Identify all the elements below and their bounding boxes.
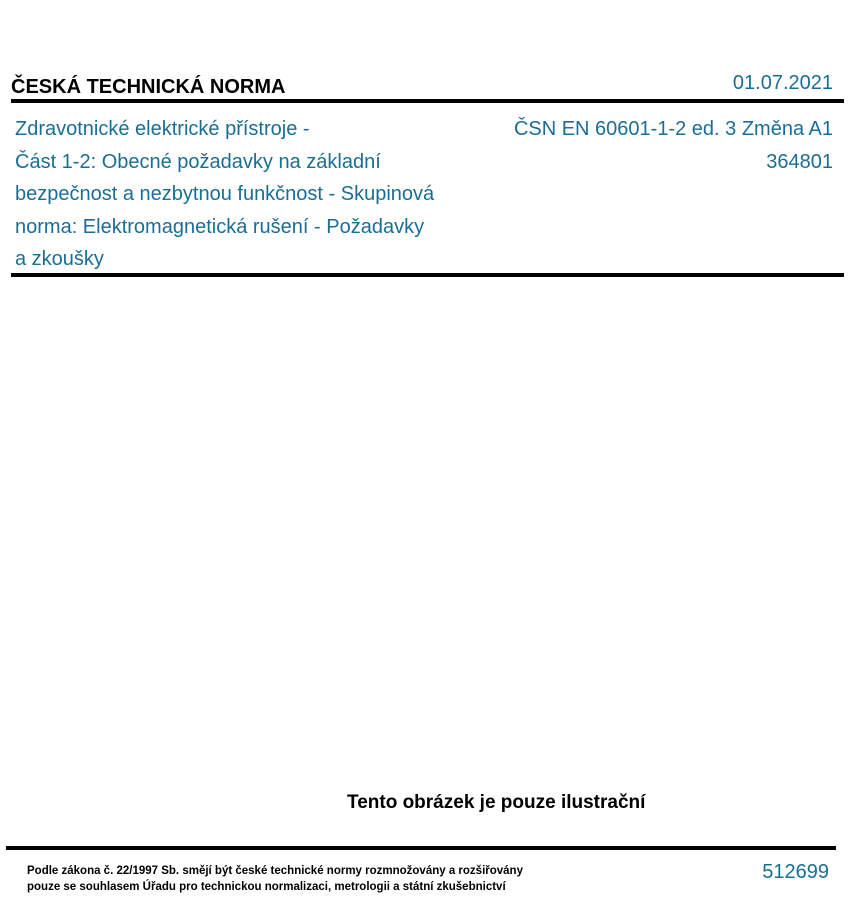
title-line: Část 1-2: Obecné požadavky na základní xyxy=(15,150,381,173)
top-divider xyxy=(11,99,844,103)
standard-title xyxy=(15,113,485,276)
title-divider xyxy=(11,273,844,277)
classification-number: 364801 xyxy=(766,150,833,173)
illustration-note: Tento obrázek je pouze ilustrační xyxy=(347,792,646,813)
title-line: bezpečnost a nezbytnou funkčnost - Skupinová xyxy=(15,183,435,205)
document-number: 512699 xyxy=(762,861,829,883)
publication-date: 01.07.2021 xyxy=(732,72,833,94)
legal-line: Podle zákona č. 22/1997 Sb. smějí být české technické normy rozmnožovány a rozšiřovány xyxy=(27,865,523,877)
title-line: norma: Elektromagnetická rušení - Požadavky xyxy=(15,215,425,238)
legal-line: pouze se souhlasem Úřadu pro technickou normalizaci, metrologii a státní zkušebnictví xyxy=(27,881,506,893)
legal-notice xyxy=(27,863,523,895)
standard-code: ČSN EN 60601-1-2 ed. 3 Změna A1 xyxy=(513,118,833,140)
standard-designation xyxy=(514,113,833,178)
standard-type-heading: ČESKÁ TECHNICKÁ NORMA xyxy=(11,76,286,98)
bottom-divider xyxy=(6,846,836,850)
title-line: Zdravotnické elektrické přístroje - xyxy=(15,118,310,140)
title-line: a zkoušky xyxy=(15,248,104,270)
